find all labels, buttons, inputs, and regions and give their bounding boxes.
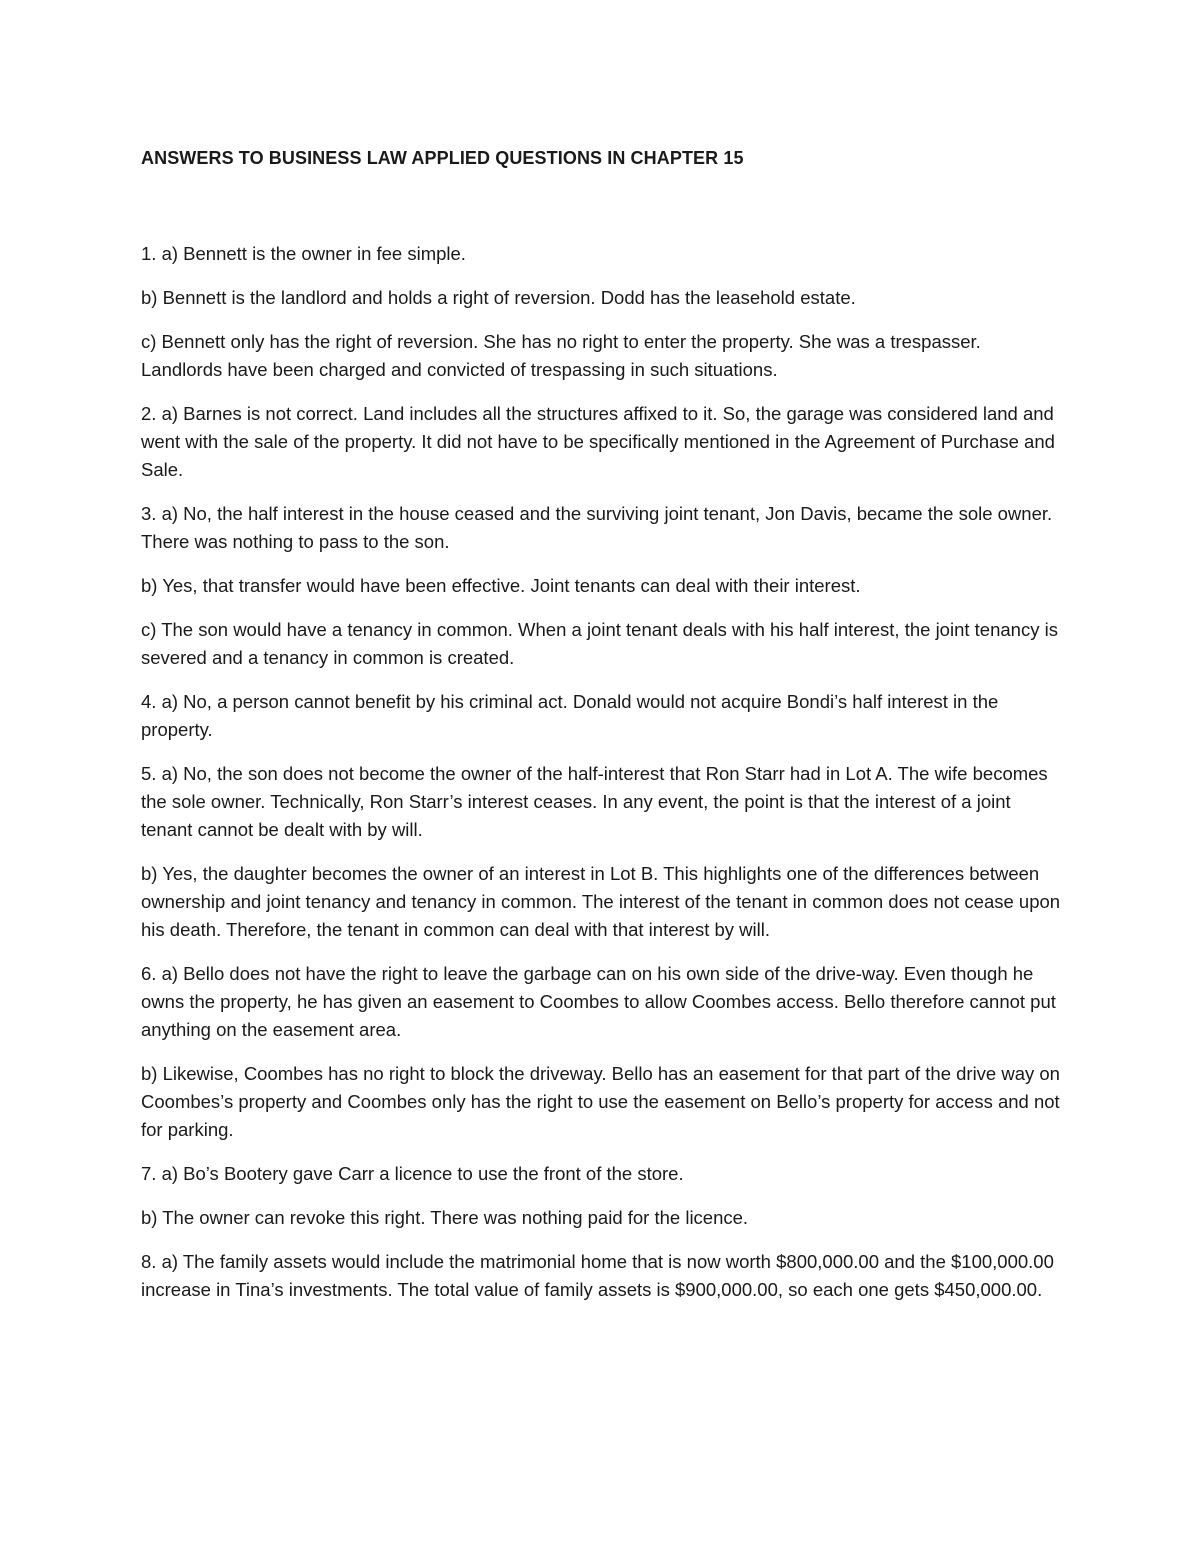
answer-6b: b) Likewise, Coombes has no right to block the driveway. Bello has an easement for that part of the drive way on Coombes’s property and Coombes only has the right to use the easement on Bello’s property for access and not for parking.: [141, 1063, 1060, 1140]
answer-6a: 6. a) Bello does not have the right to leave the garbage can on his own side of the drive-way. Even though he owns the property, he has given an easement to Coombes to allow Coombes access. Bello therefore cannot put anything on the easement area.: [141, 963, 1056, 1040]
document-title: ANSWERS TO BUSINESS LAW APPLIED QUESTIONS IN CHAPTER 15: [141, 148, 744, 168]
answer-1b: b) Bennett is the landlord and holds a right of reversion. Dodd has the leasehold estate.: [141, 287, 856, 308]
answer-7b: b) The owner can revoke this right. There was nothing paid for the licence.: [141, 1207, 749, 1228]
document-body: [141, 144, 1066, 1320]
answer-3a: 3. a) No, the half interest in the house ceased and the surviving joint tenant, Jon Davis, became the sole owner. There was nothing to pass to the son.: [141, 503, 1053, 552]
answer-3c: c) The son would have a tenancy in common. When a joint tenant deals with his half interest, the joint tenancy is severed and a tenancy in common is created.: [141, 619, 1058, 668]
answer-5a: 5. a) No, the son does not become the owner of the half-interest that Ron Starr had in Lot A. The wife becomes the sole owner. Technically, Ron Starr’s interest ceases. In any event, the point is that the interest of a joint tenant cannot be dealt with by will.: [141, 763, 1048, 840]
answer-1c: c) Bennett only has the right of reversion. She has no right to enter the property. She was a trespasser. Landlords have been charged and convicted of trespassing in such situations.: [141, 331, 981, 380]
answer-7a: 7. a) Bo’s Bootery gave Carr a licence to use the front of the store.: [141, 1163, 684, 1184]
answer-5b: b) Yes, the daughter becomes the owner of an interest in Lot B. This highlights one of the differences between ownership and joint tenancy and tenancy in common. The interest of the tenant in common does not cease upon his death. Therefore, the tenant in common can deal with that interest by will.: [141, 863, 1061, 940]
answer-4a: 4. a) No, a person cannot benefit by his criminal act. Donald would not acquire Bondi’s half interest in the property.: [141, 691, 999, 740]
answer-1a: 1. a) Bennett is the owner in fee simple.: [141, 243, 466, 264]
answer-8a: 8. a) The family assets would include the matrimonial home that is now worth $800,000.00 and the $100,000.00 increase in Tina’s investments. The total value of family assets is $900,000.00, so each one gets $450,000.00.: [141, 1251, 1054, 1300]
answer-3b: b) Yes, that transfer would have been effective. Joint tenants can deal with their interest.: [141, 575, 861, 596]
answer-2a: 2. a) Barnes is not correct. Land includes all the structures affixed to it. So, the garage was considered land and went with the sale of the property. It did not have to be specifically mentioned in the Agreement of Purchase and Sale.: [141, 403, 1055, 480]
